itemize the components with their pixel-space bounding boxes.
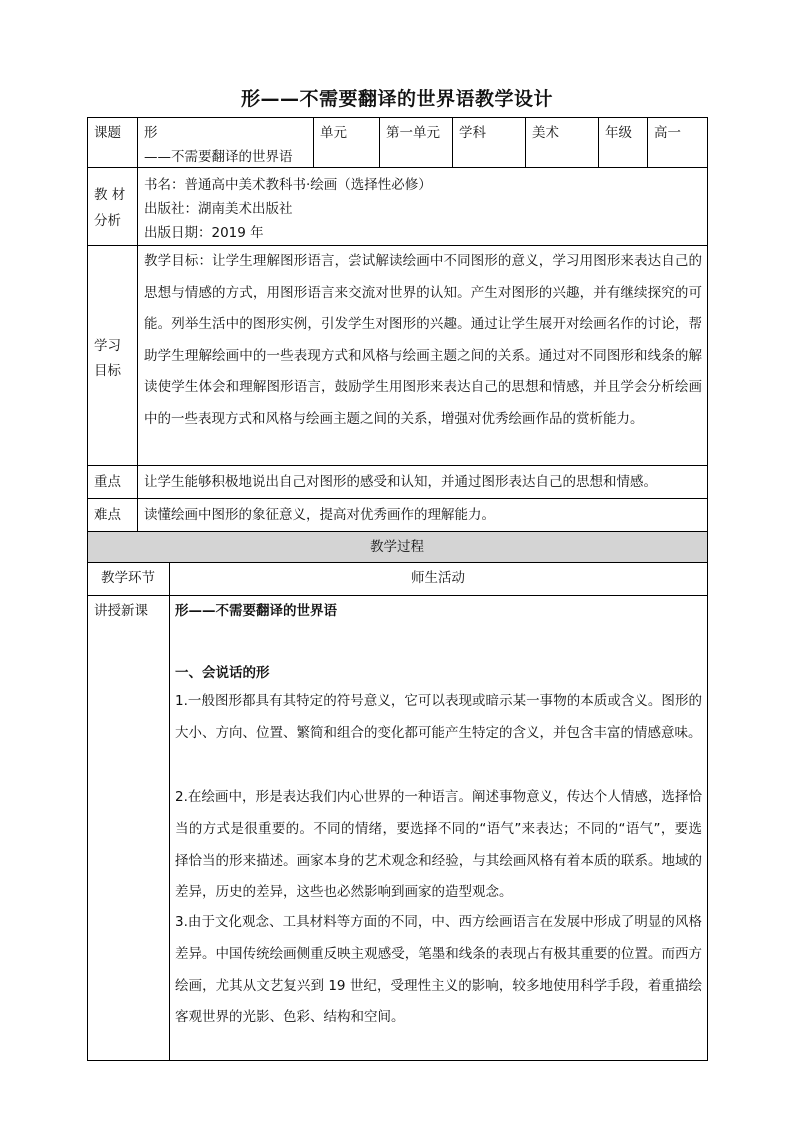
process-stage-label: 讲授新课: [94, 603, 148, 619]
process-heading: 形——不需要翻译的世界语: [175, 603, 337, 619]
unit-label: 单元: [320, 125, 347, 141]
course-value-subtitle: ——不需要翻译的世界语: [144, 149, 293, 165]
textbook-publisher: 出版社：湖南美术出版社: [144, 201, 293, 217]
process-paragraph-3: 3.由于文化观念、工具材料等方面的不同，中、西方绘画语言在发展中形成了明显的风格差异。中国传统绘画侧重反映主观感受，笔墨和线条的表现占有极其重要的位置。而西方绘画，尤其从文艺复兴到 19 世纪，受理性主义的影响，较多地使用科学手段，着重描绘客观世界的光影、色彩、结构和空间。: [175, 914, 702, 1026]
goals-label: 学习: [94, 338, 121, 354]
process-subheading: 一、会说话的形: [175, 665, 270, 681]
rule: [87, 1060, 708, 1061]
key-point-label: 重点: [94, 474, 121, 490]
difficulty-label: 难点: [94, 507, 121, 523]
rule: [169, 562, 170, 1060]
rule: [647, 117, 648, 167]
rule: [87, 498, 708, 499]
rule: [87, 167, 708, 168]
rule: [598, 117, 599, 167]
rule: [87, 531, 708, 532]
rule: [707, 117, 708, 1061]
unit-value: 第一单元: [386, 125, 440, 141]
goals-text: 教学目标：让学生理解图形语言，尝试解读绘画中不同图形的意义，学习用图形来表达自己的思想与情感的方式，用图形语言来交流对世界的认知。产生对图形的兴趣，并有继续探究的可能。列举生活中的图形实例，引发学生对图形的兴趣。通过让学生展开对绘画名作的讨论，帮助学生理解绘画中的一些表现方式和风格与绘画主题之间的关系。通过对不同图形和线条的解读使学生体会和理解图形语言，鼓励学生用图形来表达自己的思想和情感，并且学会分析绘画中的一些表现方式和风格与绘画主题之间的关系，增强对优秀绘画作品的赏析能力。: [144, 253, 702, 427]
process-paragraph-1: 1.一般图形都具有其特定的符号意义，它可以表现或暗示某一事物的本质或含义。图形的大小、方向、位置、繁简和组合的变化都可能产生特定的含义，并包含丰富的情感意味。: [175, 693, 702, 741]
textbook-label: 教 材: [94, 187, 126, 203]
rule: [379, 117, 380, 167]
rule: [137, 117, 138, 531]
process-col1-header: 教学环节: [101, 570, 155, 586]
subject-label: 学科: [459, 125, 486, 141]
subject-value: 美术: [532, 125, 559, 141]
rule: [452, 117, 453, 167]
grade-label: 年级: [605, 125, 632, 141]
grade-value: 高一: [654, 125, 681, 141]
rule: [525, 117, 526, 167]
course-value: 形: [144, 125, 158, 141]
textbook-label-2: 分析: [94, 213, 121, 229]
rule: [87, 562, 708, 563]
process-col2-header: 师生活动: [411, 570, 465, 586]
rule: [313, 117, 314, 167]
rule: [87, 117, 88, 1061]
textbook-date: 出版日期：2019 年: [144, 225, 264, 241]
rule: [87, 117, 708, 118]
key-point-text: 让学生能够积极地说出自己对图形的感受和认知，并通过图形表达自己的思想和情感。: [144, 474, 657, 490]
process-title: 教学过程: [370, 539, 424, 555]
rule: [87, 595, 708, 596]
difficulty-text: 读懂绘画中图形的象征意义，提高对优秀画作的理解能力。: [144, 507, 495, 523]
document-title: 形——不需要翻译的世界语教学设计: [240, 88, 553, 110]
process-paragraph-2: 2.在绘画中，形是表达我们内心世界的一种语言。阐述事物意义，传达个人情感，选择恰当的方式是很重要的。不同的情绪，要选择不同的“语气”来表达；不同的“语气”，要选择恰当的形来描述。画家本身的艺术观念和经验，与其绘画风格有着本质的联系。地域的差异，历史的差异，这些也必然影响到画家的造型观念。: [175, 789, 702, 901]
goals-label-2: 目标: [94, 363, 121, 379]
rule: [87, 465, 708, 466]
textbook-book: 书名：普通高中美术教科书·绘画（选择性必修）: [144, 177, 432, 193]
course-label: 课题: [94, 125, 121, 141]
